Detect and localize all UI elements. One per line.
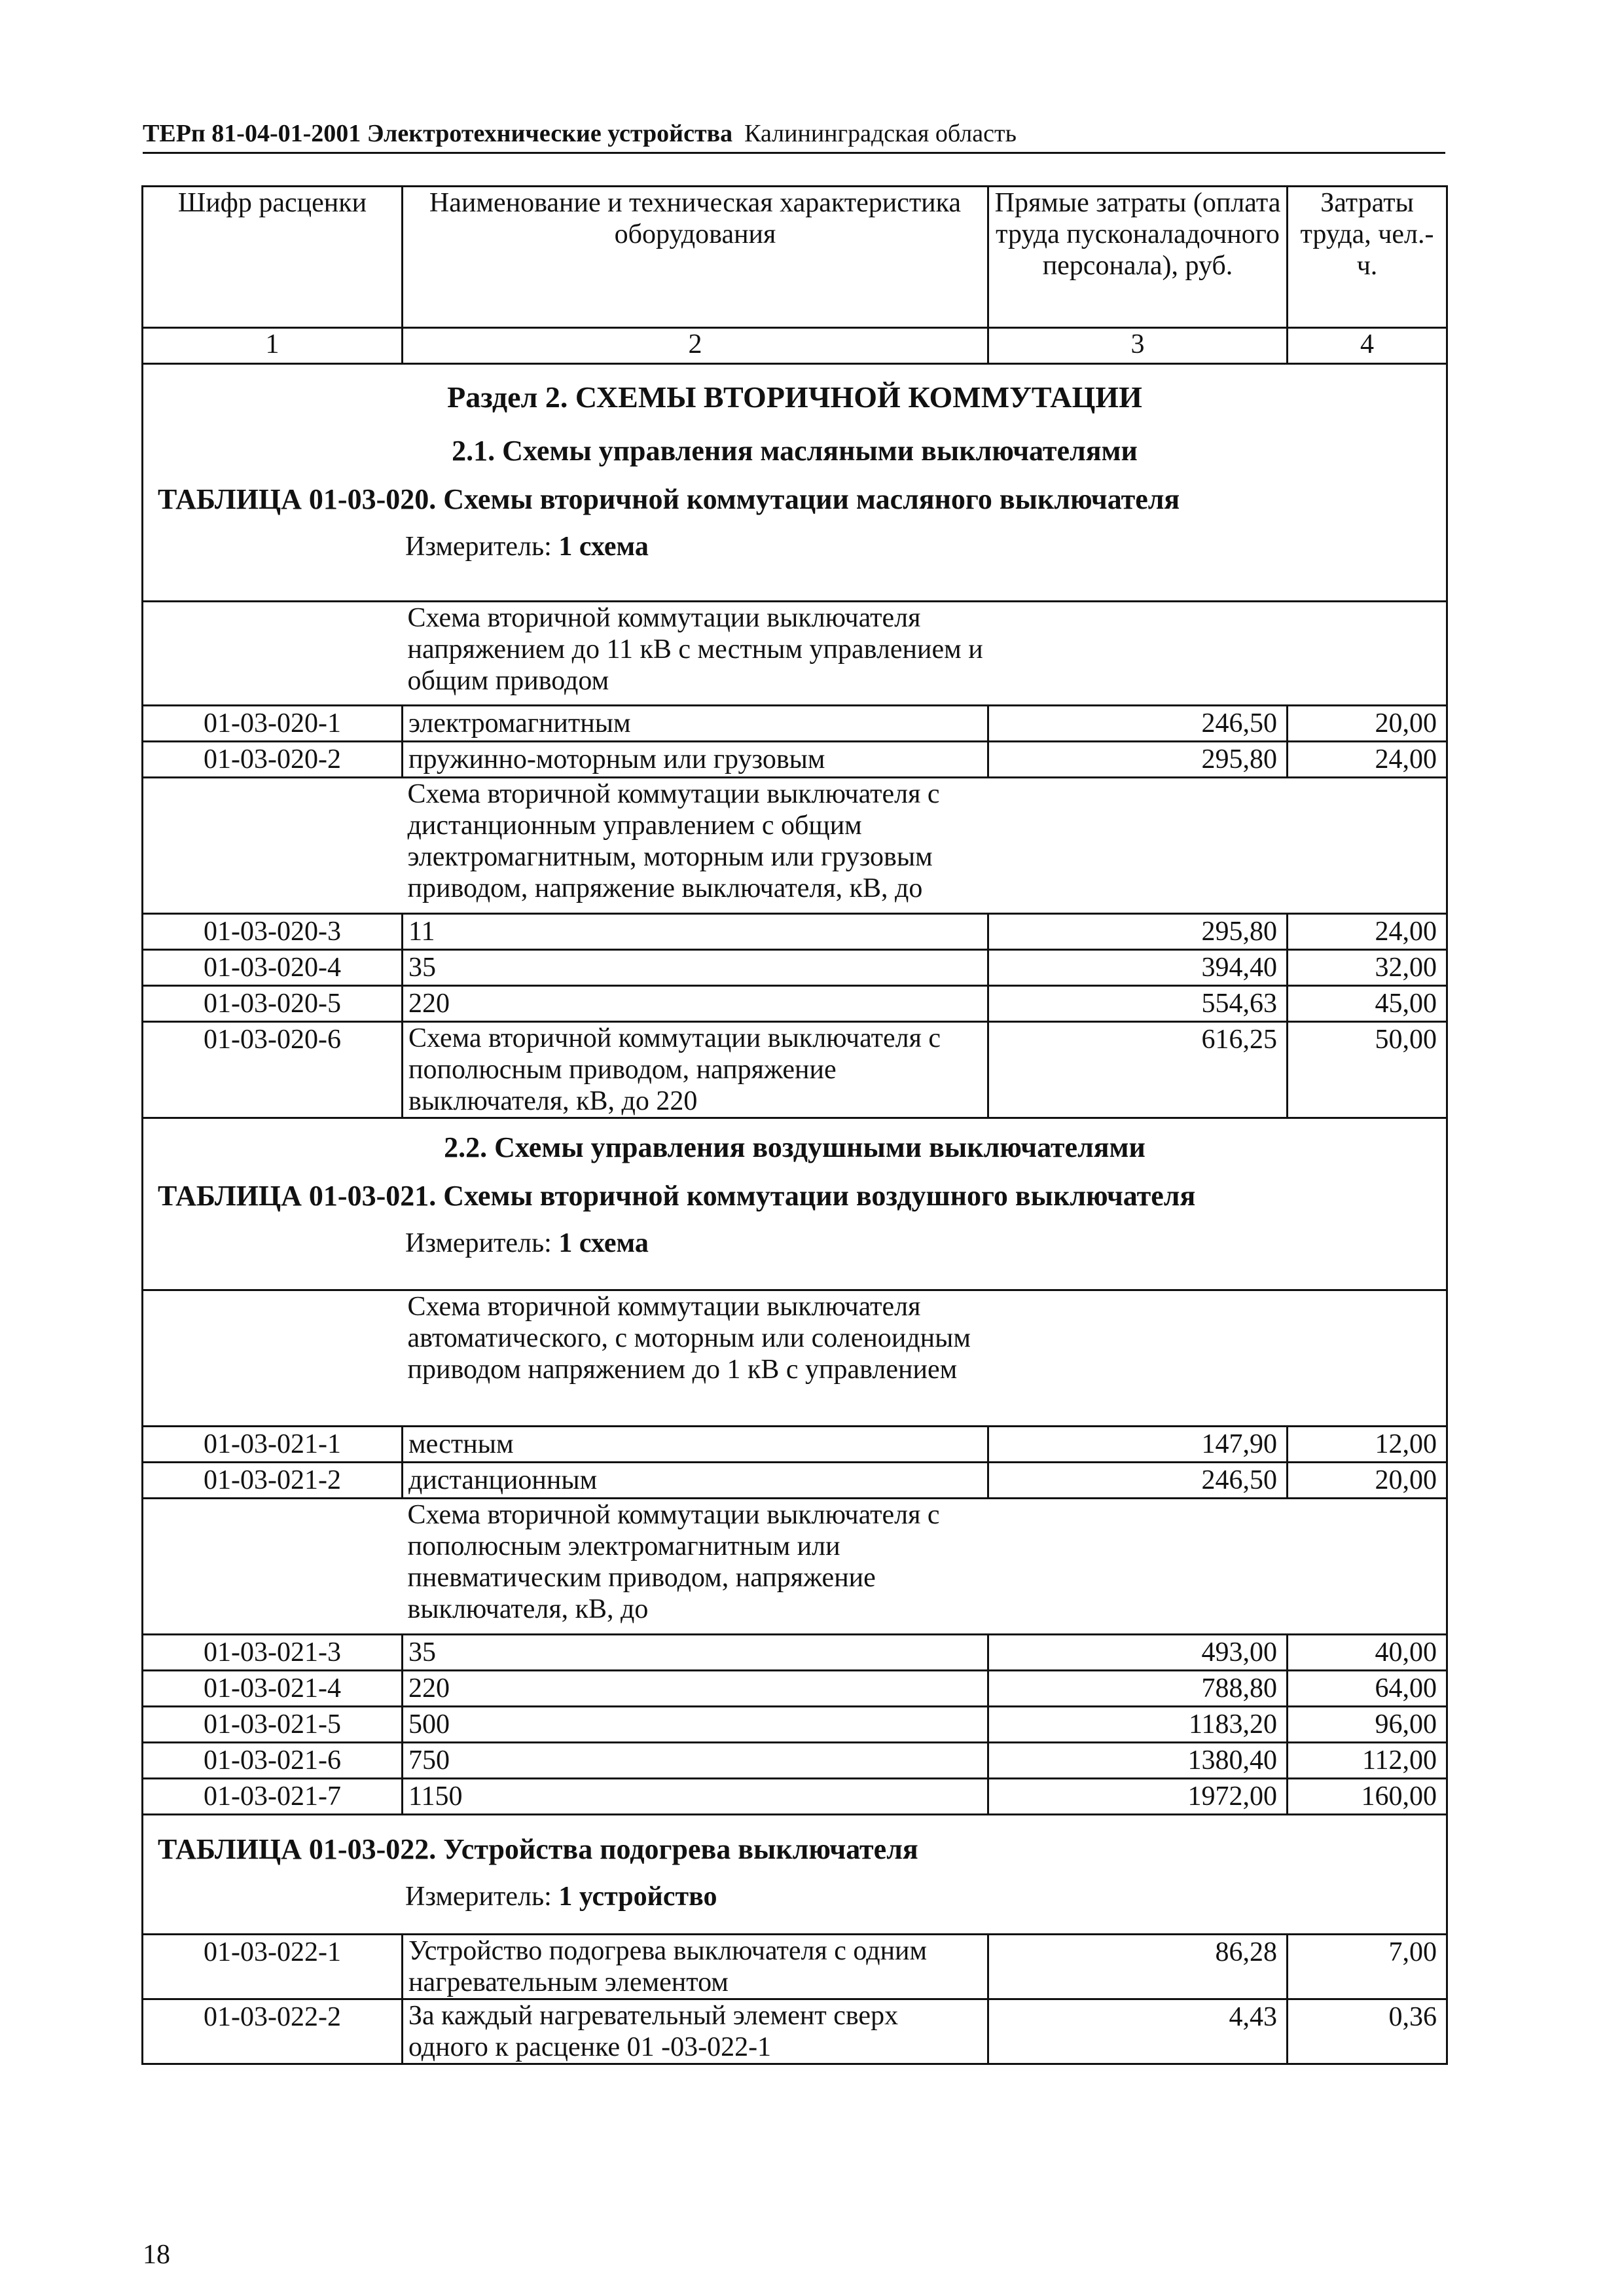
table-020-measure bbox=[143, 530, 1446, 569]
rate-labor: 24,00 bbox=[1288, 742, 1447, 778]
rate-code: 01-03-021-7 bbox=[143, 1779, 403, 1815]
section-heading-row bbox=[143, 1815, 1447, 1935]
col-number-3: 3 bbox=[988, 328, 1288, 364]
rate-labor: 50,00 bbox=[1288, 1022, 1447, 1118]
rate-labor: 45,00 bbox=[1288, 986, 1447, 1022]
rate-cost: 493,00 bbox=[988, 1635, 1288, 1671]
table-021-desc1: Схема вторичной коммутации выключателя автоматического, с моторным или соленоидным приводом напряжением до 1 кВ с управлением bbox=[407, 1292, 971, 1385]
header-region: Калининградская область bbox=[744, 120, 1017, 147]
rate-code: 01-03-020-3 bbox=[143, 914, 403, 950]
table-022-title: ТАБЛИЦА 01-03-022. Устройства подогрева выключателя bbox=[158, 1833, 918, 1865]
rate-cost: 147,90 bbox=[988, 1427, 1288, 1463]
header-code: ТЕРп 81-04-01-2001 Электротехнические устройства bbox=[143, 120, 733, 147]
rate-cost: 295,80 bbox=[988, 742, 1288, 778]
rate-cost: 246,50 bbox=[988, 706, 1288, 742]
rate-name: 35 bbox=[403, 1635, 988, 1671]
description-row bbox=[143, 1499, 1447, 1635]
table-row bbox=[143, 986, 1447, 1022]
table-row bbox=[143, 914, 1447, 950]
rate-cost: 86,28 bbox=[988, 1935, 1288, 1999]
col-number-4: 4 bbox=[1288, 328, 1447, 364]
table-row bbox=[143, 1635, 1447, 1671]
rate-name: пружинно-моторным или грузовым bbox=[403, 742, 988, 778]
rate-code: 01-03-020-5 bbox=[143, 986, 403, 1022]
rate-cost: 1972,00 bbox=[988, 1779, 1288, 1815]
table-row bbox=[143, 742, 1447, 778]
col-number-2: 2 bbox=[403, 328, 988, 364]
table-row bbox=[143, 1935, 1447, 1999]
subsection-title-2-2: 2.2. Схемы управления воздушными выключателями bbox=[444, 1131, 1146, 1163]
col-header-cost: Прямые затраты (оплата труда пусконаладочного персонала), руб. bbox=[988, 187, 1288, 328]
rate-labor: 160,00 bbox=[1288, 1779, 1447, 1815]
table-row bbox=[143, 1463, 1447, 1499]
subsection-title-2-1: 2.1. Схемы управления масляными выключателями bbox=[452, 435, 1138, 467]
rate-name: Схема вторичной коммутации выключателя с пополюсным приводом, напряжение выключателя, кВ, до 220 bbox=[403, 1022, 988, 1118]
section-title: Раздел 2. СХЕМЫ ВТОРИЧНОЙ КОММУТАЦИИ bbox=[447, 380, 1142, 414]
table-row bbox=[143, 1999, 1447, 2064]
rate-name: 1150 bbox=[403, 1779, 988, 1815]
page-number: 18 bbox=[143, 2240, 170, 2270]
rate-name: электромагнитным bbox=[403, 706, 988, 742]
description-row bbox=[143, 1290, 1447, 1427]
rate-cost: 4,43 bbox=[988, 1999, 1288, 2064]
rate-code: 01-03-020-4 bbox=[143, 950, 403, 986]
rate-code: 01-03-021-1 bbox=[143, 1427, 403, 1463]
rate-cost: 788,80 bbox=[988, 1671, 1288, 1707]
rate-labor: 40,00 bbox=[1288, 1635, 1447, 1671]
table-row bbox=[143, 1707, 1447, 1743]
measure-value: 1 схема bbox=[558, 1228, 649, 1258]
column-header-row bbox=[143, 187, 1447, 328]
table-row bbox=[143, 1671, 1447, 1707]
section-heading-row bbox=[143, 364, 1447, 602]
rate-labor: 20,00 bbox=[1288, 706, 1447, 742]
table-row bbox=[143, 706, 1447, 742]
running-header bbox=[143, 118, 1445, 154]
col-header-code: Шифр расценки bbox=[143, 187, 403, 328]
rate-labor: 20,00 bbox=[1288, 1463, 1447, 1499]
rate-cost: 1183,20 bbox=[988, 1707, 1288, 1743]
rate-cost: 554,63 bbox=[988, 986, 1288, 1022]
rate-labor: 7,00 bbox=[1288, 1935, 1447, 1999]
table-row bbox=[143, 1427, 1447, 1463]
rate-name: 500 bbox=[403, 1707, 988, 1743]
rate-code: 01-03-021-5 bbox=[143, 1707, 403, 1743]
rate-cost: 394,40 bbox=[988, 950, 1288, 986]
rate-labor: 96,00 bbox=[1288, 1707, 1447, 1743]
rate-labor: 0,36 bbox=[1288, 1999, 1447, 2064]
description-row bbox=[143, 602, 1447, 706]
rate-cost: 1380,40 bbox=[988, 1743, 1288, 1779]
rate-name: дистанционным bbox=[403, 1463, 988, 1499]
table-020-desc1: Схема вторичной коммутации выключателя напряжением до 11 кВ с местным управлением и общим приводом bbox=[407, 603, 983, 696]
col-number-1: 1 bbox=[143, 328, 403, 364]
rate-labor: 12,00 bbox=[1288, 1427, 1447, 1463]
table-row bbox=[143, 1022, 1447, 1118]
rate-name: 220 bbox=[403, 986, 988, 1022]
rate-code: 01-03-022-2 bbox=[143, 1999, 403, 2064]
rate-cost: 295,80 bbox=[988, 914, 1288, 950]
measure-label: Измеритель: bbox=[405, 532, 552, 562]
table-row bbox=[143, 1779, 1447, 1815]
rate-labor: 24,00 bbox=[1288, 914, 1447, 950]
measure-label: Измеритель: bbox=[405, 1882, 552, 1912]
rate-name: 750 bbox=[403, 1743, 988, 1779]
rate-code: 01-03-021-3 bbox=[143, 1635, 403, 1671]
measure-value: 1 схема bbox=[558, 532, 649, 562]
price-table bbox=[141, 185, 1448, 2065]
table-020-title: ТАБЛИЦА 01-03-020. Схемы вторичной коммутации масляного выключателя bbox=[158, 483, 1180, 515]
rate-code: 01-03-021-4 bbox=[143, 1671, 403, 1707]
rate-name: За каждый нагревательный элемент сверх одного к расценке 01 -03-022-1 bbox=[403, 1999, 988, 2064]
rate-code: 01-03-021-6 bbox=[143, 1743, 403, 1779]
rate-cost: 616,25 bbox=[988, 1022, 1288, 1118]
rate-code: 01-03-020-1 bbox=[143, 706, 403, 742]
col-header-labor: Затраты труда, чел.-ч. bbox=[1288, 187, 1447, 328]
rate-name: Устройство подогрева выключателя с одним нагревательным элементом bbox=[403, 1935, 988, 1999]
column-number-row bbox=[143, 328, 1447, 364]
table-021-title: ТАБЛИЦА 01-03-021. Схемы вторичной коммутации воздушного выключателя bbox=[158, 1180, 1196, 1212]
rate-labor: 112,00 bbox=[1288, 1743, 1447, 1779]
measure-label: Измеритель: bbox=[405, 1228, 552, 1258]
section-heading-row bbox=[143, 1118, 1447, 1290]
rate-labor: 64,00 bbox=[1288, 1671, 1447, 1707]
table-021-desc2: Схема вторичной коммутации выключателя с пополюсным электромагнитным или пневматическим приводом, напряжение выключателя, кВ, до bbox=[407, 1500, 940, 1624]
rate-code: 01-03-020-2 bbox=[143, 742, 403, 778]
rate-code: 01-03-022-1 bbox=[143, 1935, 403, 1999]
col-header-name: Наименование и техническая характеристика оборудования bbox=[403, 187, 988, 328]
description-row bbox=[143, 778, 1447, 914]
rate-labor: 32,00 bbox=[1288, 950, 1447, 986]
table-row bbox=[143, 1743, 1447, 1779]
table-021-measure bbox=[143, 1226, 1446, 1266]
rate-cost: 246,50 bbox=[988, 1463, 1288, 1499]
rate-name: 35 bbox=[403, 950, 988, 986]
rate-code: 01-03-020-6 bbox=[143, 1022, 403, 1118]
measure-value: 1 устройство bbox=[558, 1882, 717, 1912]
table-022-measure bbox=[143, 1880, 1446, 1919]
table-row bbox=[143, 950, 1447, 986]
rate-name: 220 bbox=[403, 1671, 988, 1707]
rate-name: местным bbox=[403, 1427, 988, 1463]
table-020-desc2: Схема вторичной коммутации выключателя с дистанционным управлением с общим электромагнитным, моторным или грузовым приводом, напряжение выключателя, кВ, до bbox=[407, 779, 940, 903]
rate-code: 01-03-021-2 bbox=[143, 1463, 403, 1499]
rate-name: 11 bbox=[403, 914, 988, 950]
